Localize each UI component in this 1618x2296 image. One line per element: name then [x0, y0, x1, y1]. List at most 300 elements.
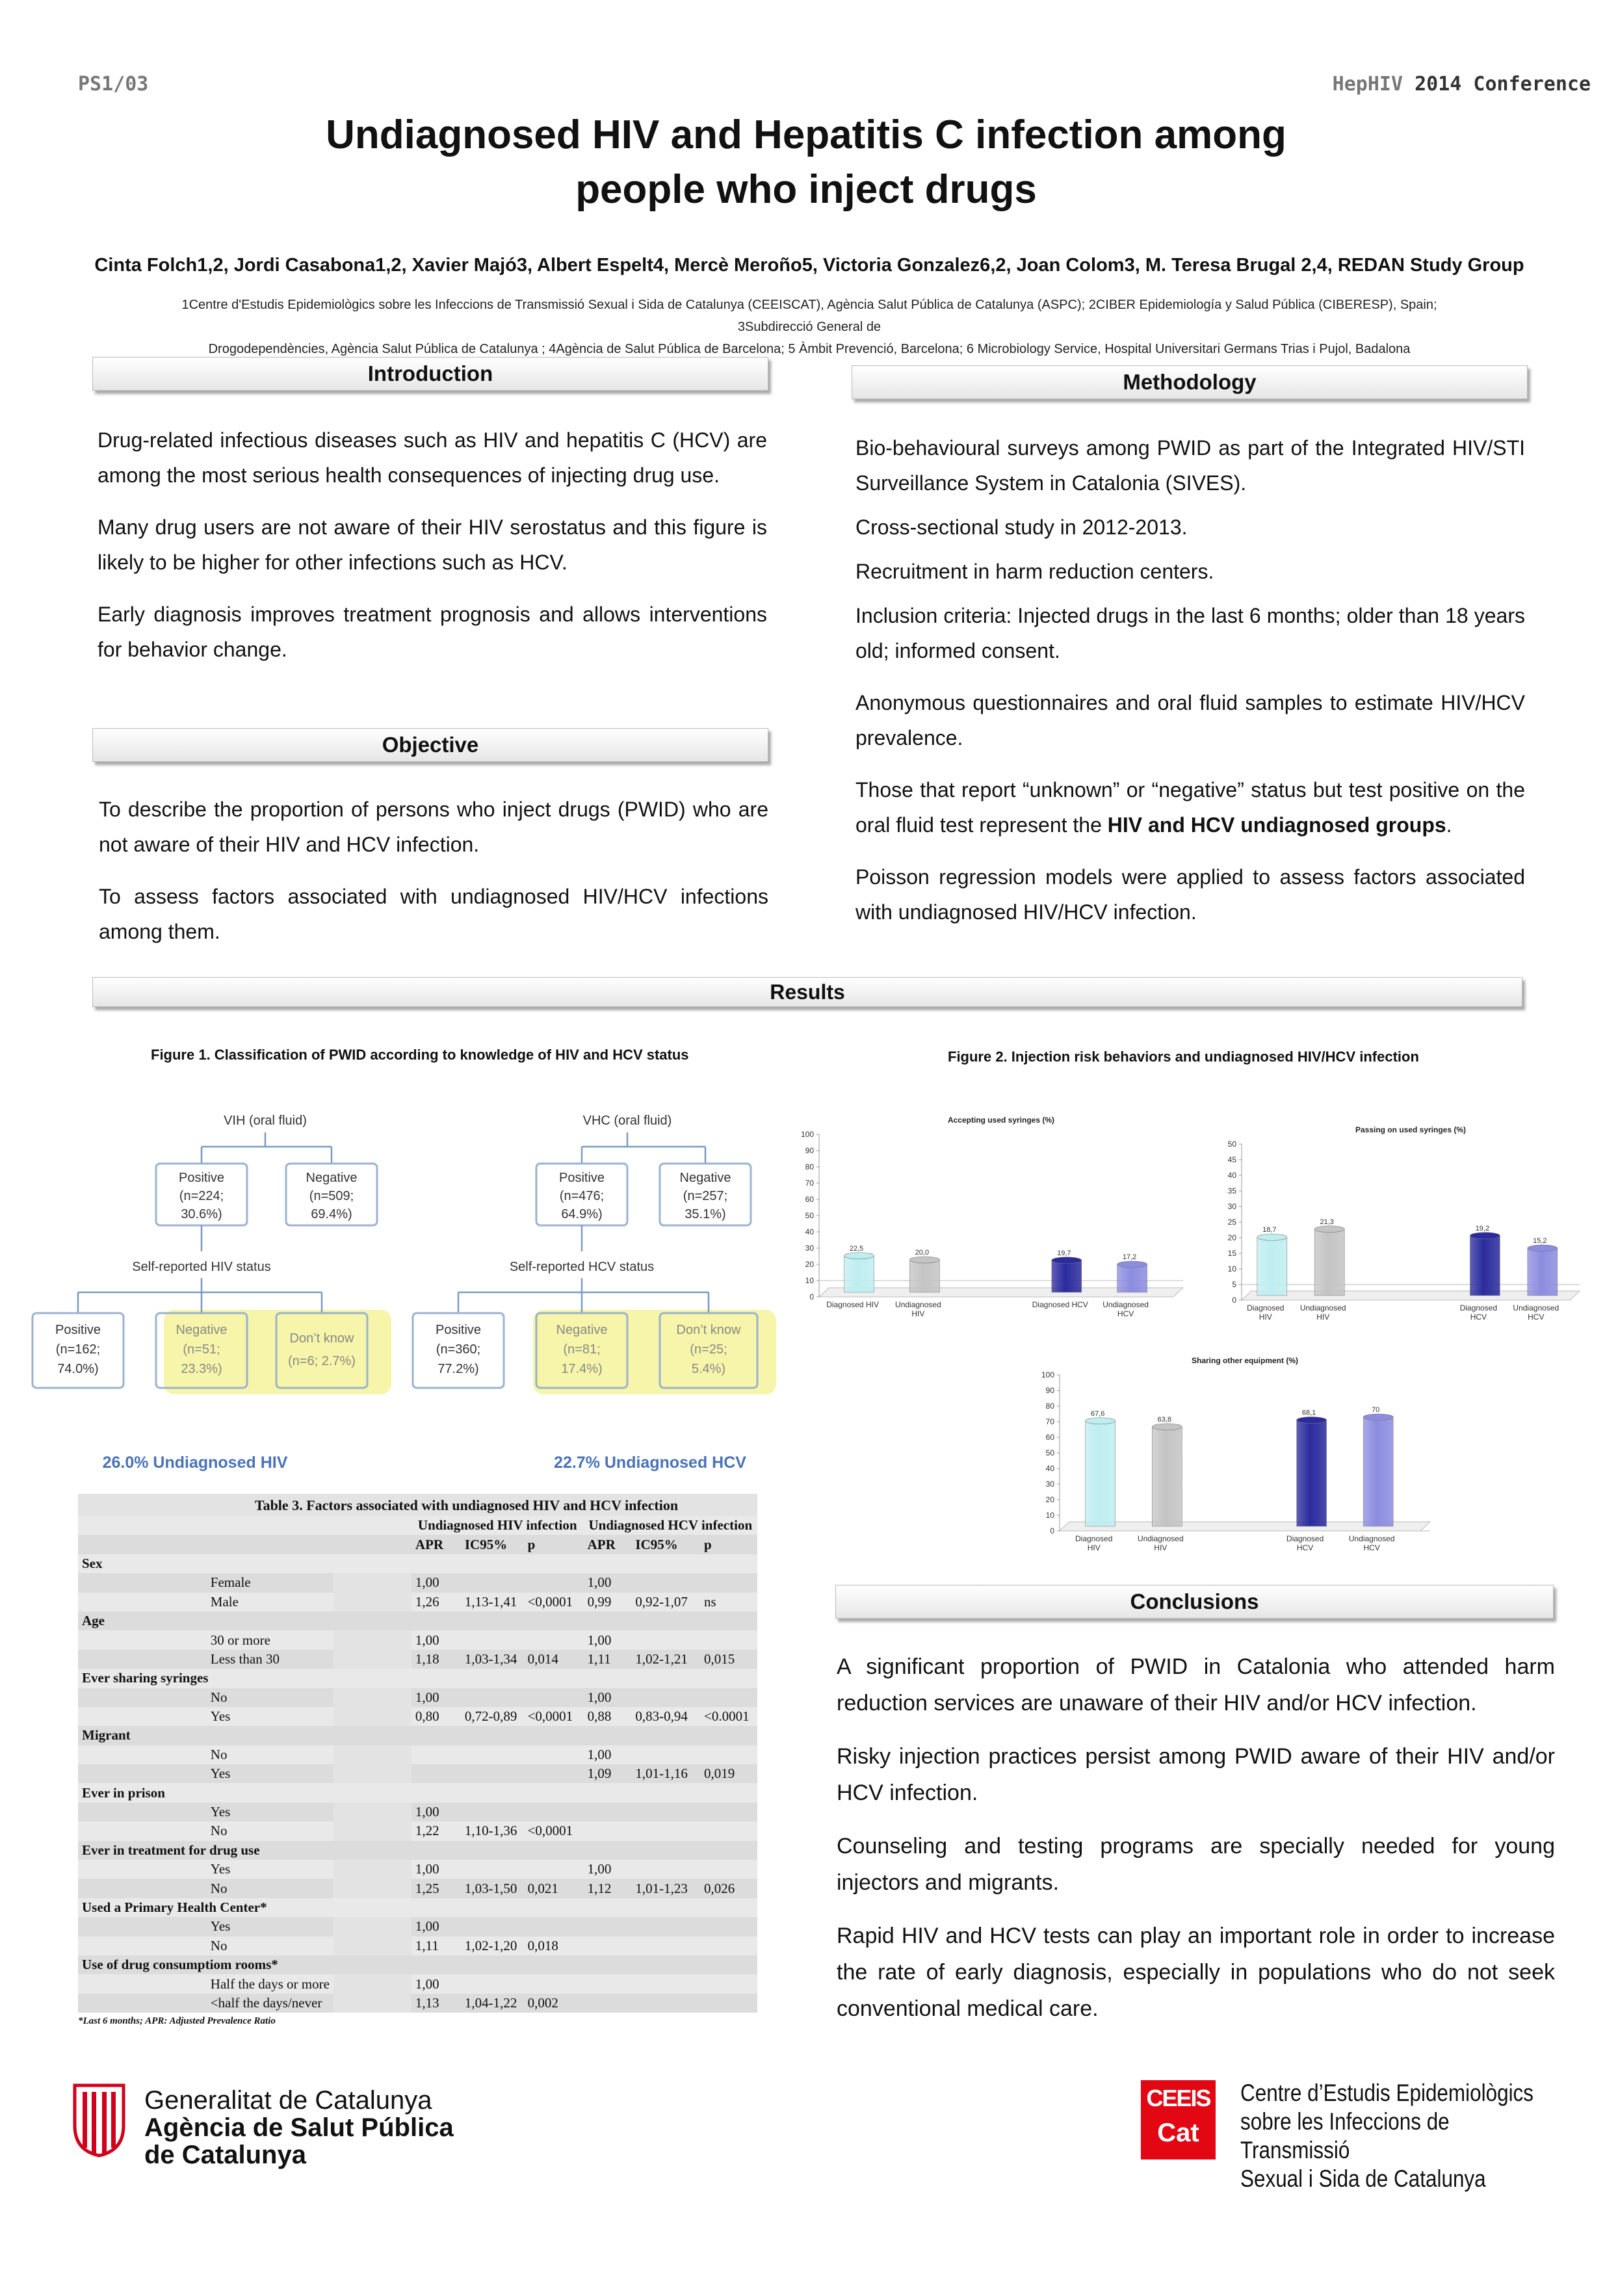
- table3-cell: 1,10-1,36: [461, 1821, 524, 1840]
- table3-cell: [524, 1860, 584, 1879]
- table3-cell: [524, 1611, 584, 1630]
- methodology-paragraph: [855, 772, 1525, 842]
- table3-cell: 0,018: [524, 1937, 584, 1955]
- bar-top: [844, 1253, 874, 1259]
- table3-cell: [524, 1669, 584, 1688]
- hiv-self-positive-label: Positive: [55, 1323, 101, 1337]
- table3-cell: [700, 1821, 757, 1840]
- introduction-text: [98, 423, 767, 684]
- y-tick-label: 70: [1045, 1417, 1054, 1426]
- table3-level: [282, 1783, 411, 1802]
- table3-cell: [631, 1821, 700, 1840]
- table3-cell: [461, 1573, 524, 1592]
- table3-cell: [631, 1803, 700, 1821]
- table3-cell: 1,00: [584, 1860, 632, 1879]
- bar-top: [1117, 1261, 1147, 1268]
- table3-col-apr: APR: [584, 1535, 632, 1554]
- table3-cell: [584, 1898, 632, 1917]
- table-row: [78, 1554, 757, 1573]
- hcv-self-positive-label: Positive: [435, 1323, 482, 1337]
- y-tick-label: 25: [1227, 1218, 1236, 1227]
- table3-cell: <0,0001: [524, 1821, 584, 1840]
- chart-sharing-other-equipment: [1027, 1349, 1443, 1589]
- table3-cell: [700, 1917, 757, 1936]
- logo-generalitat: [68, 2080, 130, 2161]
- table3-level: Yes: [204, 1803, 333, 1821]
- y-tick-label: 40: [1045, 1464, 1054, 1473]
- table3-level: [282, 1841, 411, 1860]
- table-row: [78, 1593, 757, 1611]
- bar: [1152, 1416, 1182, 1526]
- hiv-self-negative-n: (n=51;: [183, 1342, 220, 1357]
- table3-col-p: p: [524, 1535, 584, 1554]
- table3-cell: [584, 1821, 632, 1840]
- x-tick-label: HIV: [1259, 1312, 1272, 1322]
- hcv-self-dontknow-n: (n=25;: [690, 1342, 727, 1357]
- methodology-paragraph: Anonymous questionnaires and oral fluid samples to estimate HIV/HCV prevalence.: [855, 691, 1525, 750]
- logo-left-line-3: de Catalunya: [144, 2141, 306, 2169]
- results-header: Results: [92, 977, 1522, 1007]
- table-row: [78, 1994, 757, 2013]
- hcv-self-positive-n: (n=360;: [436, 1342, 481, 1357]
- table3-cell: [584, 1955, 632, 1974]
- table3-cell: [411, 1898, 461, 1917]
- table3-cell: [700, 1841, 757, 1860]
- conclusions-paragraph: Rapid HIV and HCV tests can play an important role in order to increase the rate of early diagnosis, especially in populations who do not seek conventional medical care.: [837, 1924, 1555, 2021]
- table3-factor: Ever in treatment for drug use: [78, 1841, 282, 1860]
- bar-value-label: 19,7: [1057, 1249, 1071, 1257]
- y-tick-label: 10: [1227, 1264, 1236, 1273]
- table3-cell: [461, 1611, 524, 1630]
- figure1-diagram: [26, 1092, 780, 1482]
- table3-cell: [411, 1764, 461, 1783]
- table3-level: No: [204, 1688, 333, 1707]
- table3-column-header: [78, 1535, 757, 1554]
- x-tick-label: Undiagnosed: [895, 1300, 941, 1309]
- methodology-paragraph: Poisson regression models were applied to assess factors associated with undiagnosed HIV/HCV infection.: [855, 865, 1525, 924]
- figure2-caption: Figure 2. Injection risk behaviors and undiagnosed HIV/HCV infection: [948, 1049, 1419, 1065]
- table-row: [78, 1707, 757, 1726]
- table3-cell: [461, 1898, 524, 1917]
- table3-cell: [584, 1994, 632, 2013]
- y-tick-label: 30: [1227, 1202, 1236, 1211]
- table3-cell: [461, 1974, 524, 1993]
- table3-level: <half the days/never: [204, 1994, 333, 2013]
- introduction-paragraph: Drug-related infectious diseases such as HIV and hepatitis C (HCV) are among the most serious health consequences of injecting drug use.: [98, 428, 767, 487]
- table-row: [78, 1803, 757, 1821]
- bar-value-label: 18,7: [1262, 1226, 1277, 1234]
- y-tick-label: 45: [1227, 1155, 1236, 1164]
- table3-group-hiv: Undiagnosed HIV infection: [411, 1516, 584, 1535]
- table3-level: [282, 1611, 411, 1630]
- hcv-negative-pct: 35.1%): [685, 1207, 726, 1221]
- hcv-negative-n: (n=257;: [683, 1189, 728, 1203]
- table3-cell: [631, 1937, 700, 1955]
- affiliations: [156, 294, 1463, 360]
- methodology-header: Methodology: [852, 365, 1528, 399]
- logo-left-line-2: Agència de Salut Pública: [144, 2113, 454, 2142]
- hcv-positive-n: (n=476;: [559, 1189, 605, 1203]
- bar: [909, 1249, 939, 1292]
- x-tick-label: HIV: [1316, 1312, 1330, 1322]
- table3-cell: [584, 1611, 632, 1630]
- table3-cell: [631, 1630, 700, 1649]
- logo-generalitat-text: [144, 2087, 454, 2169]
- title-line-2: people who inject drugs: [575, 167, 1037, 212]
- x-tick-label: Undiagnosed: [1137, 1534, 1184, 1543]
- y-tick-label: 0: [1232, 1296, 1236, 1305]
- conference-name-bold: HepHIV: [1332, 73, 1403, 96]
- table3-level: [282, 1955, 411, 1974]
- table3-cell: [631, 1688, 700, 1707]
- methodology-paragraph: Cross-sectional study in 2012-2013.: [855, 515, 1188, 539]
- y-tick-label: 20: [1227, 1233, 1236, 1242]
- methodology-paragraph: Bio-behavioural surveys among PWID as part of the Integrated HIV/STI Surveillance System in Catalonia (SIVES).: [855, 436, 1525, 495]
- table-row: [78, 1688, 757, 1707]
- introduction-paragraph: Early diagnosis improves treatment prognosis and allows interventions for behavior change.: [98, 603, 767, 661]
- hiv-self-negative-pct: 23.3%): [181, 1362, 222, 1376]
- table3-cell: 0,021: [524, 1879, 584, 1898]
- table-row: [78, 1630, 757, 1649]
- table3-col-apr: APR: [411, 1535, 461, 1554]
- bar-value-label: 67,6: [1090, 1409, 1105, 1418]
- x-tick-label: Diagnosed: [1247, 1303, 1285, 1312]
- table3-cell: ns: [700, 1593, 757, 1611]
- table3-cell: 0,99: [584, 1593, 632, 1611]
- y-tick-label: 5: [1232, 1280, 1236, 1289]
- objective-paragraph: To assess factors associated with undiagnosed HIV/HCV infections among them.: [99, 885, 768, 943]
- hcv-positive-label: Positive: [558, 1171, 605, 1185]
- bar-top: [1314, 1226, 1344, 1233]
- table-row: [78, 1937, 757, 1955]
- bar-value-label: 19,2: [1475, 1224, 1490, 1233]
- table3-cell: [461, 1841, 524, 1860]
- hcv-self-negative-label: Negative: [556, 1323, 608, 1337]
- table3-cell: [700, 1937, 757, 1955]
- senyera-emblem-icon: [68, 2080, 130, 2158]
- table3-cell: [700, 1611, 757, 1630]
- table-row: [78, 1841, 757, 1860]
- table3-cell: [700, 1688, 757, 1707]
- table3-level: Half the days or more: [204, 1974, 333, 1993]
- table3-cell: [700, 1860, 757, 1879]
- x-tick-label: HCV: [1117, 1309, 1134, 1318]
- bar-value-label: 68,1: [1301, 1409, 1316, 1417]
- table3-level: [282, 1726, 411, 1745]
- affiliations-line-1: 1Centre d'Estudis Epidemiològics sobre les Infeccions de Transmissió Sexual i Sida de Catalunya (CEEISCAT), Agència Salut Pública de Catalunya (ASPC); 2CIBER Epidemiología y Salud Pública (CIBERESP), Spain; 3Subdirecció General de: [181, 298, 1437, 334]
- bar: [1297, 1409, 1327, 1526]
- bar-value-label: 63,8: [1157, 1415, 1172, 1424]
- table3-cell: [584, 1554, 632, 1573]
- y-tick-label: 10: [1045, 1511, 1054, 1520]
- bar-top: [1052, 1257, 1082, 1264]
- table3-col-ic95: IC95%: [631, 1535, 700, 1554]
- table3-cell: 0,014: [524, 1650, 584, 1669]
- methodology-paragraph: Inclusion criteria: Injected drugs in the last 6 months; older than 18 years old; informed consent.: [855, 604, 1525, 662]
- table3-cell: 1,03-1,50: [461, 1879, 524, 1898]
- table3-cell: [524, 1955, 584, 1974]
- table3-cell: [461, 1917, 524, 1936]
- table3-footnote: *Last 6 months; APR: Adjusted Prevalence Ratio: [78, 2013, 757, 2029]
- y-tick-label: 20: [1045, 1495, 1054, 1504]
- table3-cell: [631, 1974, 700, 1993]
- bar: [1117, 1253, 1147, 1292]
- introduction-header: Introduction: [92, 357, 768, 391]
- table3-cell: [700, 1974, 757, 1993]
- y-tick-label: 40: [1227, 1171, 1236, 1180]
- table3-cell: [411, 1783, 461, 1802]
- hiv-negative-label: Negative: [306, 1171, 358, 1185]
- table3-cell: 1,00: [411, 1917, 461, 1936]
- table3-level: Yes: [204, 1860, 333, 1879]
- table3-level: Yes: [204, 1764, 333, 1783]
- table3-cell: [700, 1994, 757, 2013]
- x-tick-label: Undiagnosed: [1103, 1300, 1149, 1309]
- hcv-self-dontknow-pct: 5.4%): [691, 1362, 726, 1376]
- bar-body: [844, 1256, 874, 1292]
- table3-level: Female: [204, 1573, 333, 1592]
- table3-cell: 1,04-1,22: [461, 1994, 524, 2013]
- hiv-positive-n: (n=224;: [179, 1189, 224, 1203]
- bar-body: [1152, 1427, 1182, 1526]
- table3-cell: 0,80: [411, 1707, 461, 1726]
- table3-cell: [461, 1745, 524, 1764]
- bar-value-label: 21,3: [1320, 1218, 1334, 1226]
- chart-accepting-used-syringes: [787, 1108, 1196, 1355]
- bar-body: [1086, 1421, 1116, 1526]
- table3-cell: 1,00: [411, 1860, 461, 1879]
- hcv-self-dontknow-label: Don’t know: [676, 1323, 741, 1337]
- bar-body: [1117, 1264, 1147, 1292]
- table3-cell: [461, 1688, 524, 1707]
- table3-cell: [700, 1630, 757, 1649]
- y-tick-label: 90: [805, 1146, 814, 1155]
- methodology-p6-start: Those that report “unknown” or “negative” status but test positive on the oral fluid test represent the: [855, 778, 1525, 837]
- table3-cell: [700, 1573, 757, 1592]
- table3-cell: [631, 1573, 700, 1592]
- table3-cell: [584, 1974, 632, 1993]
- logo-mark-line-1: CEEIS: [1146, 2085, 1210, 2111]
- table3-cell: 0,72-0,89: [461, 1707, 524, 1726]
- table3-cell: 1,00: [584, 1688, 632, 1707]
- y-tick-label: 15: [1227, 1249, 1236, 1258]
- chart-title: Passing on used syringes (%): [1355, 1125, 1467, 1134]
- hcv-self-negative-pct: 17.4%): [561, 1362, 603, 1376]
- table3-grid: [78, 1516, 757, 2013]
- table3-cell: [411, 1669, 461, 1688]
- table3-cell: [584, 1937, 632, 1955]
- table3-cell: 1,02-1,21: [631, 1650, 700, 1669]
- x-tick-label: HCV: [1470, 1312, 1487, 1322]
- hcv-root-label: VHC (oral fluid): [582, 1114, 672, 1128]
- bar-value-label: 70: [1372, 1406, 1380, 1414]
- table3-cell: [524, 1917, 584, 1936]
- table3-cell: 1,09: [584, 1764, 632, 1783]
- table3-cell: [631, 1745, 700, 1764]
- table3-cell: 1,02-1,20: [461, 1937, 524, 1955]
- table3-group-header: [78, 1516, 757, 1535]
- hcv-undiagnosed-summary: 22.7% Undiagnosed HCV: [554, 1454, 746, 1472]
- bar-body: [1257, 1237, 1287, 1296]
- table3-factor: Used a Primary Health Center*: [78, 1898, 282, 1917]
- table3-cell: [461, 1726, 524, 1745]
- table3-cell: [631, 1669, 700, 1688]
- bar-body: [1297, 1420, 1327, 1526]
- authors: Cinta Folch1,2, Jordi Casabona1,2, Xavier Majó3, Albert Espelt4, Mercè Meroño5, Victoria Gonzalez6,2, Joan Colom3, M. Teresa Brugal 2,4, REDAN Study Group: [94, 255, 1524, 276]
- table3-cell: [584, 1726, 632, 1745]
- y-tick-label: 35: [1227, 1186, 1236, 1195]
- x-tick-label: Diagnosed: [1459, 1303, 1498, 1312]
- table-row: [78, 1898, 757, 1917]
- table3-cell: [700, 1669, 757, 1688]
- logo-right-line-2: sobre les Infeccions de Transmissió: [1240, 2108, 1450, 2163]
- table3-cell: [631, 1611, 700, 1630]
- table-row: [78, 1745, 757, 1764]
- conclusions-paragraph: Counseling and testing programs are specially needed for young injectors and migrants.: [837, 1834, 1555, 1895]
- table3-factor: Ever in prison: [78, 1783, 282, 1802]
- table3-factor: Sex: [78, 1554, 282, 1573]
- chart-title: Accepting used syringes (%): [947, 1115, 1055, 1125]
- bar: [1363, 1406, 1393, 1526]
- table3-level: Less than 30: [204, 1650, 333, 1669]
- table-row: [78, 1573, 757, 1592]
- table3-cell: [524, 1974, 584, 1993]
- bar-body: [1314, 1229, 1344, 1296]
- table3-cell: [631, 1917, 700, 1936]
- table3-cell: 1,00: [584, 1745, 632, 1764]
- table3-cell: 1,25: [411, 1879, 461, 1898]
- table3-cell: 0,015: [700, 1650, 757, 1669]
- hcv-self-negative-n: (n=81;: [563, 1342, 601, 1357]
- bar-body: [909, 1260, 939, 1292]
- hcv-negative-label: Negative: [679, 1171, 731, 1185]
- y-tick-label: 60: [805, 1195, 814, 1204]
- table3-cell: [461, 1554, 524, 1573]
- table3-cell: [411, 1841, 461, 1860]
- x-tick-label: Diagnosed HCV: [1032, 1300, 1088, 1309]
- table3-level: [282, 1554, 411, 1573]
- y-tick-label: 90: [1045, 1386, 1054, 1395]
- y-tick-label: 80: [1045, 1402, 1054, 1411]
- table3-caption: Table 3. Factors associated with undiagnosed HIV and HCV infection: [254, 1497, 679, 1513]
- hcv-self-report-label: Self-reported HCV status: [509, 1260, 655, 1274]
- table3-cell: 1,00: [584, 1573, 632, 1592]
- chart-title: Sharing other equipment (%): [1191, 1356, 1299, 1365]
- table3-cell: [461, 1630, 524, 1649]
- y-tick-label: 100: [800, 1130, 814, 1139]
- table3-cell: [524, 1573, 584, 1592]
- y-tick-label: 0: [1050, 1526, 1054, 1535]
- x-tick-label: HCV: [1528, 1312, 1545, 1322]
- bar-top: [1363, 1414, 1393, 1420]
- table-row: [78, 1764, 757, 1783]
- poster-code: PS1/03: [78, 73, 149, 96]
- title-line-1: Undiagnosed HIV and Hepatitis C infection among: [326, 112, 1286, 157]
- conclusions-header: Conclusions: [835, 1585, 1554, 1619]
- objective-paragraph: To describe the proportion of persons who inject drugs (PWID) who are not aware of their HIV and HCV infection.: [99, 798, 768, 856]
- table3-level: Yes: [204, 1917, 333, 1936]
- conclusions-text: [837, 1649, 1555, 2044]
- table3: [78, 1494, 757, 2029]
- affiliations-line-2: Drogodependències, Agència Salut Pública de Catalunya ; 4Agència de Salut Pública de Barcelona; 5 Àmbit Prevenció, Barcelona; 6 Microbiology Service, Hospital Universitari Germans Trias i Pujol, Badalona: [208, 342, 1411, 356]
- table3-cell: [524, 1783, 584, 1802]
- table3-cell: [631, 1841, 700, 1860]
- bar-value-label: 17,2: [1122, 1253, 1137, 1261]
- table3-cell: 1,00: [411, 1688, 461, 1707]
- table3-level: No: [204, 1879, 333, 1898]
- table3-cell: [631, 1554, 700, 1573]
- y-tick-label: 80: [805, 1162, 814, 1171]
- table3-cell: 1,00: [411, 1803, 461, 1821]
- table3-cell: [631, 1898, 700, 1917]
- bar-body: [1528, 1248, 1558, 1296]
- table3-cell: [584, 1841, 632, 1860]
- methodology-paragraph: Recruitment in harm reduction centers.: [855, 560, 1214, 583]
- table3-cell: [631, 1860, 700, 1879]
- logo-ceeiscat-mark: [1141, 2080, 1216, 2159]
- table3-cell: 0,026: [700, 1879, 757, 1898]
- table3-cell: [461, 1955, 524, 1974]
- table-row: [78, 1611, 757, 1630]
- table3-cell: [461, 1783, 524, 1802]
- table3-cell: [411, 1745, 461, 1764]
- table3-cell: 1,11: [584, 1650, 632, 1669]
- bar-body: [1363, 1417, 1393, 1526]
- bar-top: [1528, 1245, 1558, 1251]
- figure1-caption: Figure 1. Classification of PWID according to knowledge of HIV and HCV status: [151, 1047, 689, 1063]
- methodology-p6-bold: HIV and HCV undiagnosed groups: [1107, 813, 1446, 837]
- x-tick-label: Undiagnosed: [1513, 1303, 1559, 1312]
- table-row: [78, 1669, 757, 1688]
- table3-cell: [631, 1994, 700, 2013]
- table3-cell: [631, 1726, 700, 1745]
- table3-cell: [700, 1745, 757, 1764]
- table3-factor: Migrant: [78, 1726, 282, 1745]
- table3-cell: 1,26: [411, 1593, 461, 1611]
- table3-cell: 1,12: [584, 1879, 632, 1898]
- table3-level: No: [204, 1937, 333, 1955]
- hiv-self-report-label: Self-reported HIV status: [132, 1260, 271, 1274]
- y-tick-label: 50: [1045, 1448, 1054, 1457]
- table-row: [78, 1650, 757, 1669]
- bar-body: [1470, 1236, 1500, 1296]
- table3-level: Yes: [204, 1707, 333, 1726]
- table3-cell: 0,83-0,94: [631, 1707, 700, 1726]
- x-tick-label: HCV: [1296, 1543, 1314, 1552]
- conclusions-paragraph: A significant proportion of PWID in Catalonia who attended harm reduction services are unaware of their HIV and/or HCV infection.: [837, 1654, 1555, 1715]
- conference-name: [1333, 73, 1591, 96]
- hiv-self-positive-pct: 74.0%): [57, 1362, 99, 1376]
- table3-cell: [524, 1764, 584, 1783]
- table3-cell: 1,13: [411, 1994, 461, 2013]
- table-row: [78, 1917, 757, 1936]
- table3-cell: [411, 1554, 461, 1573]
- bar-top: [1257, 1234, 1287, 1240]
- table-row: [78, 1974, 757, 1993]
- table3-cell: 1,01-1,16: [631, 1764, 700, 1783]
- hiv-positive-label: Positive: [178, 1171, 225, 1185]
- table3-cell: [524, 1841, 584, 1860]
- bar: [1470, 1225, 1500, 1296]
- bar: [1528, 1237, 1558, 1296]
- table3-cell: [631, 1783, 700, 1802]
- table3-cell: [700, 1898, 757, 1917]
- table3-cell: [411, 1611, 461, 1630]
- table3-col-p: p: [700, 1535, 757, 1554]
- y-tick-label: 60: [1045, 1433, 1054, 1442]
- table3-cell: [584, 1917, 632, 1936]
- bar-value-label: 22,5: [849, 1244, 864, 1253]
